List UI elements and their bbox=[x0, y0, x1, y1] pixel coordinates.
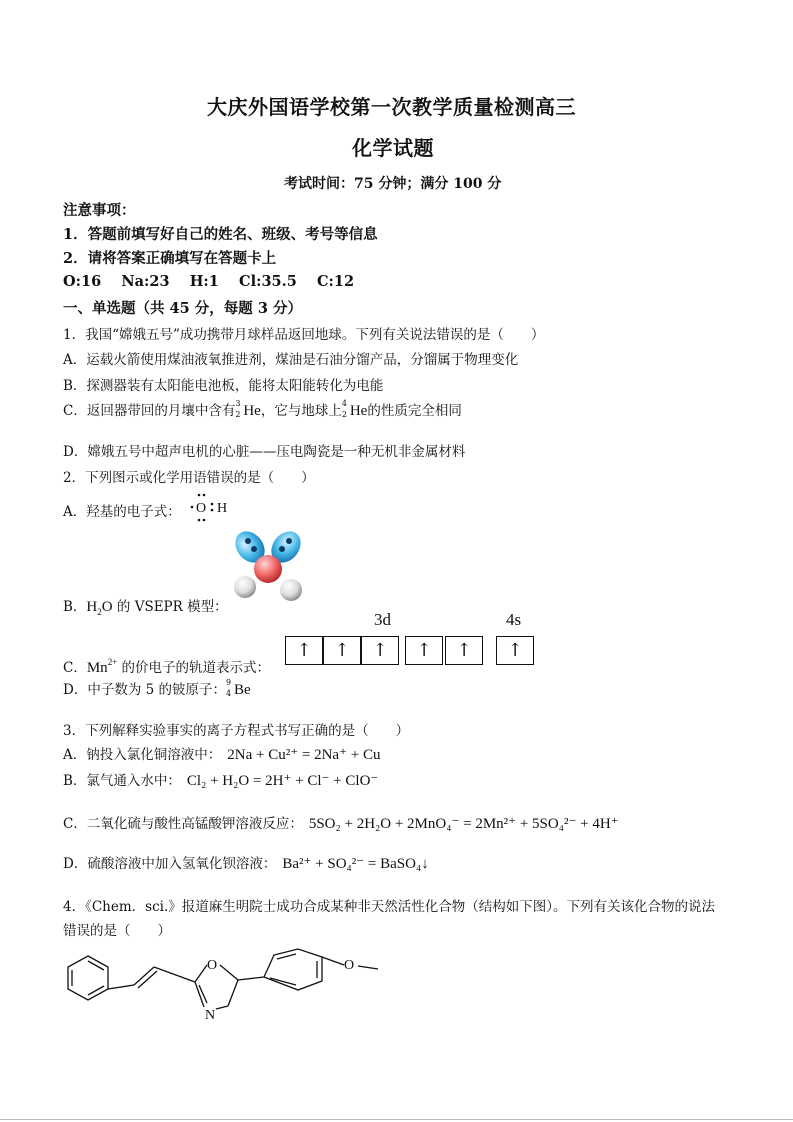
q3-c-label: C．二氧化硫与酸性高锰酸钾溶液反应： bbox=[63, 816, 303, 832]
orbital-box-4s: ↑ bbox=[496, 636, 534, 665]
be-symbol: Be bbox=[234, 682, 251, 698]
q3-option-d bbox=[63, 852, 429, 873]
q1-option-b: B．探测器装有太阳能电池板，能将太阳能转化为电能 bbox=[63, 378, 384, 394]
school-title: 大庆外国语学校第一次教学质量检测高三 bbox=[207, 95, 576, 119]
orbital-box-3d-4: ↑ bbox=[405, 636, 443, 665]
q3-d-label: D．硫酸溶液中加入氢氧化钡溶液： bbox=[63, 856, 277, 872]
q2-option-b bbox=[63, 595, 228, 617]
svg-text:H: H bbox=[217, 501, 228, 516]
q2-option-d bbox=[63, 678, 251, 699]
notes-heading: 注意事项： bbox=[63, 202, 136, 219]
mn-ion-charge: 2+ bbox=[107, 657, 118, 667]
q3-c-equation: 5SO₂ + 2H₂O + 2MnO₄⁻ = 2Mn²⁺ + 5SO₄²⁻ + 4H⁺ bbox=[308, 816, 619, 832]
q1-c-text-1: C．返回器带回的月壤中含有 bbox=[63, 403, 236, 419]
orbital-box-3d-3: ↑ bbox=[361, 636, 399, 665]
methoxy-o-label: O bbox=[344, 958, 355, 973]
q3-b-equation: Cl₂ + H₂O = 2H⁺ + Cl⁻ + ClO⁻ bbox=[186, 773, 379, 789]
q2-stem: 2．下列图示或化学用语错误的是（ ） bbox=[63, 470, 315, 486]
q2-c-text: 的价电子的轨道表示式： bbox=[117, 660, 271, 676]
q2-a-label: A．羟基的电子式： bbox=[63, 504, 181, 520]
orbital-label-4s: 4s bbox=[506, 610, 522, 629]
water-formula-sub: 2 bbox=[97, 607, 102, 617]
q3-a-label: A．钠投入氯化铜溶液中： bbox=[63, 747, 222, 763]
section-1-heading: 一、单选题（共 45 分，每题 3 分） bbox=[63, 300, 302, 317]
notes-item-2: 2．请将答案正确填写在答题卡上 bbox=[63, 250, 277, 267]
page-bottom-rule bbox=[0, 1119, 793, 1120]
q2-option-a bbox=[63, 500, 181, 520]
q4-stem-line-2: 错误的是（ ） bbox=[63, 923, 171, 939]
orbital-box-3d-5: ↑ bbox=[445, 636, 483, 665]
mn-ion: Mn bbox=[86, 660, 108, 676]
q3-option-c bbox=[63, 812, 619, 833]
nuclide-be9: 9 4 bbox=[226, 678, 232, 698]
vsepr-model-water bbox=[228, 527, 312, 607]
q1-option-a: A．运载火箭使用煤油液氧推进剂，煤油是石油分馏产品，分馏属于物理变化 bbox=[63, 352, 519, 368]
nuclide-he3: 3 2 bbox=[235, 399, 241, 419]
nuclide-he4: 4 2 bbox=[341, 399, 347, 419]
he4-symbol: He bbox=[349, 403, 368, 419]
q3-a-equation: 2Na + Cu²⁺ = 2Na⁺ + Cu bbox=[227, 747, 381, 763]
q1-c-text-2: ，它与地球上 bbox=[260, 403, 342, 419]
q3-option-a bbox=[63, 743, 380, 764]
orbital-label-3d: 3d bbox=[374, 610, 391, 629]
q2-c-label: C． bbox=[63, 660, 87, 676]
svg-text:O: O bbox=[196, 501, 207, 516]
q2-b-label: B． bbox=[63, 599, 87, 615]
q2-option-c bbox=[63, 656, 270, 677]
q3-d-equation: Ba²⁺ + SO₄²⁻ = BaSO₄↓ bbox=[282, 856, 429, 872]
oxazoline-n-label: N bbox=[205, 1008, 216, 1023]
exam-info: 考试时间：75 分钟；满分 100 分 bbox=[284, 176, 502, 192]
water-formula-h: H bbox=[86, 599, 98, 615]
q1-stem: 1．我国“嫦娥五号”成功携带月球样品返回地球。下列有关说法错误的是（ ） bbox=[63, 327, 545, 343]
q2-d-label: D．中子数为 5 的铍原子： bbox=[63, 682, 226, 698]
hydroxyl-electron-formula bbox=[187, 488, 237, 526]
atomic-masses: O:16 Na:23 H:1 Cl:35.5 C:12 bbox=[63, 273, 355, 290]
subject-title: 化学试题 bbox=[352, 136, 434, 160]
he3-symbol: He bbox=[243, 403, 261, 419]
q3-option-b bbox=[63, 769, 378, 790]
q4-stem-line-1: 4．《Chem．sci.》报道麻生明院士成功合成某种非天然活性化合物（结构如下图）。下列有关该化合物的说法 bbox=[63, 899, 715, 915]
water-formula-o: O bbox=[101, 599, 113, 615]
compound-structure bbox=[60, 935, 390, 1030]
q3-b-label: B．氯气通入水中： bbox=[63, 773, 181, 789]
q1-option-d: D．嫦娥五号中超声电机的心脏——压电陶瓷是一种无机非金属材料 bbox=[63, 444, 466, 460]
orbital-box-3d-2: ↑ bbox=[323, 636, 361, 665]
oxazoline-o-label: O bbox=[207, 958, 218, 973]
notes-item-1: 1．答题前填写好自己的姓名、班级、考号等信息 bbox=[63, 226, 378, 243]
orbital-box-3d-1: ↑ bbox=[285, 636, 323, 665]
q1-option-c bbox=[63, 399, 462, 420]
q2-b-text: 的 VSEPR 模型： bbox=[112, 599, 228, 615]
q3-stem: 3．下列解释实验事实的离子方程式书写正确的是（ ） bbox=[63, 723, 410, 739]
q1-c-text-3: 的性质完全相同 bbox=[367, 403, 462, 419]
